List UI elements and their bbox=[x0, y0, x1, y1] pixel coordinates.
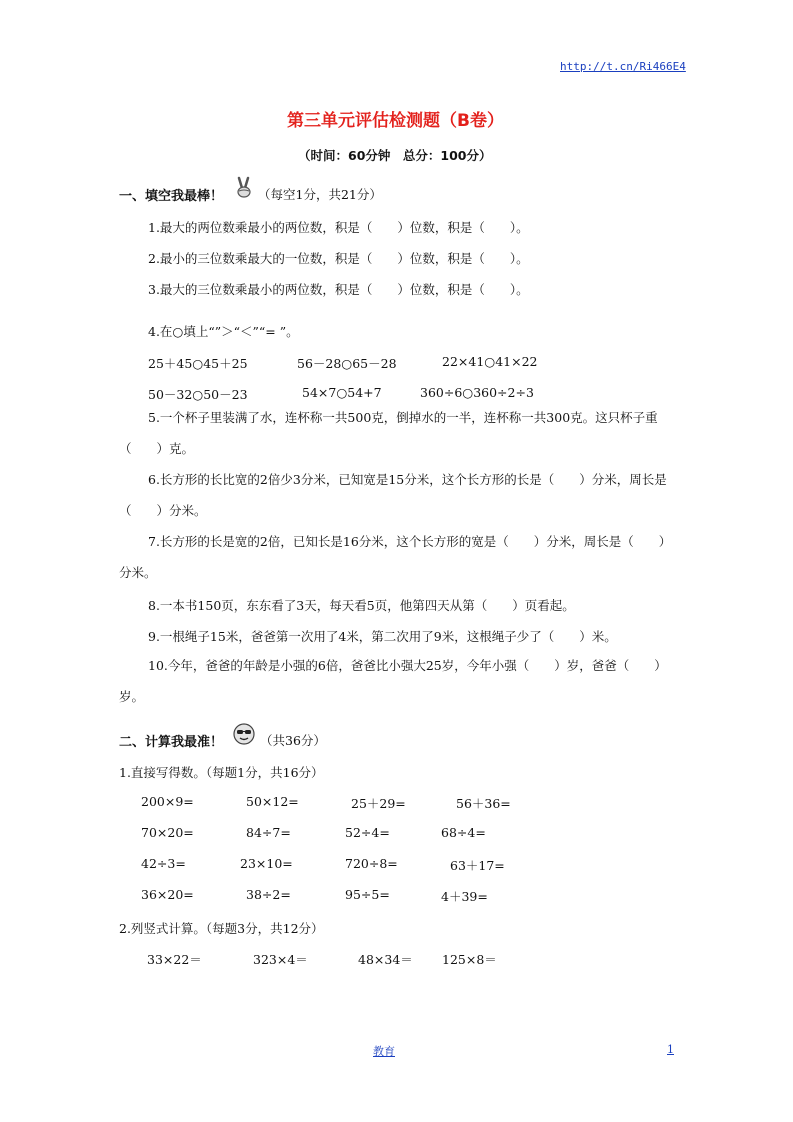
calc-item: 323×4＝ bbox=[253, 952, 308, 967]
header-url-link[interactable]: http://t.cn/Ri466E4 bbox=[560, 60, 686, 73]
calc-item: 50×12= bbox=[246, 794, 299, 809]
question-9: 9.一根绳子15米，爸爸第一次用了4米，第二次用了9米，这根绳子少了（ ）米。 bbox=[148, 629, 617, 644]
footer-link[interactable]: 教育 bbox=[373, 1045, 395, 1058]
compare-item: 360÷6○360÷2÷3 bbox=[420, 385, 534, 400]
calc-item: 23×10= bbox=[240, 856, 293, 871]
question-10: 10.今年，爸爸的年龄是小强的6倍，爸爸比小强大25岁，今年小强（ ）岁，爸爸（ ）岁。 bbox=[119, 658, 667, 704]
part-2-heading: 2.列竖式计算。（每题3分，共12分） bbox=[119, 921, 324, 936]
page-title: 第三单元评估检测题（B卷） bbox=[287, 111, 504, 131]
calc-item: 33×22＝ bbox=[147, 952, 202, 967]
calc-item: 48×34＝ bbox=[358, 952, 413, 967]
calc-item: 70×20= bbox=[141, 825, 194, 840]
compare-item: 50－32○50－23 bbox=[148, 387, 248, 402]
compare-item: 22×41○41×22 bbox=[442, 354, 538, 369]
question-8: 8.一本书150页，东东看了3天，每天看5页，他第四天从第（ ）页看起。 bbox=[148, 598, 575, 613]
calc-item: 52÷4= bbox=[345, 825, 390, 840]
question-4: 4.在○填上“”＞“＜”“= ”。 bbox=[148, 324, 299, 339]
calc-item: 42÷3= bbox=[141, 856, 186, 871]
section2-note: （共36分） bbox=[260, 733, 326, 748]
calc-item: 68÷4= bbox=[441, 825, 486, 840]
question-1: 1.最大的两位数乘最小的两位数，积是（ ）位数，积是（ ）。 bbox=[148, 220, 529, 235]
part-1-heading: 1.直接写得数。（每题1分，共16分） bbox=[119, 765, 324, 780]
question-2: 2.最小的三位数乘最大的一位数，积是（ ）位数，积是（ ）。 bbox=[148, 251, 529, 266]
compare-item: 54×7○54+7 bbox=[302, 385, 382, 400]
section1-note: （每空1分，共21分） bbox=[258, 187, 382, 202]
question-7: 7.长方形的长是宽的2倍，已知长是16分米，这个长方形的宽是（ ）分米，周长是（ ）分米。 bbox=[119, 534, 672, 580]
calc-item: 200×9= bbox=[141, 794, 194, 809]
victory-hand-icon bbox=[232, 176, 256, 200]
compare-item: 56－28○65－28 bbox=[297, 356, 397, 371]
section2-heading: 二、计算我最准！ bbox=[119, 735, 224, 750]
calc-item: 38÷2= bbox=[246, 887, 291, 902]
page-subtitle: （时间：60分钟 总分：100分） bbox=[298, 148, 492, 163]
calc-item: 4＋39= bbox=[441, 889, 488, 904]
calc-item: 56＋36= bbox=[456, 796, 511, 811]
page-number: 1 bbox=[667, 1043, 674, 1056]
question-5: 5.一个杯子里装满了水，连杯称一共500克，倒掉水的一半，连杯称一共300克。这只杯子重（ ）克。 bbox=[119, 410, 658, 456]
calc-item: 84÷7= bbox=[246, 825, 291, 840]
compare-item: 25＋45○45＋25 bbox=[148, 356, 248, 371]
question-6: 6.长方形的长比宽的2倍少3分米，已知宽是15分米，这个长方形的长是（ ）分米，周长是（ ）分米。 bbox=[119, 472, 667, 518]
calc-item: 36×20= bbox=[141, 887, 194, 902]
calc-item: 25＋29= bbox=[351, 796, 406, 811]
calc-item: 95÷5= bbox=[345, 887, 390, 902]
section1-heading: 一、填空我最棒！ bbox=[119, 189, 224, 204]
calc-item: 125×8＝ bbox=[442, 952, 497, 967]
calc-item: 63＋17= bbox=[450, 858, 505, 873]
question-3: 3.最大的三位数乘最小的两位数，积是（ ）位数，积是（ ）。 bbox=[148, 282, 529, 297]
cool-face-icon bbox=[232, 722, 256, 746]
calc-item: 720÷8= bbox=[345, 856, 398, 871]
